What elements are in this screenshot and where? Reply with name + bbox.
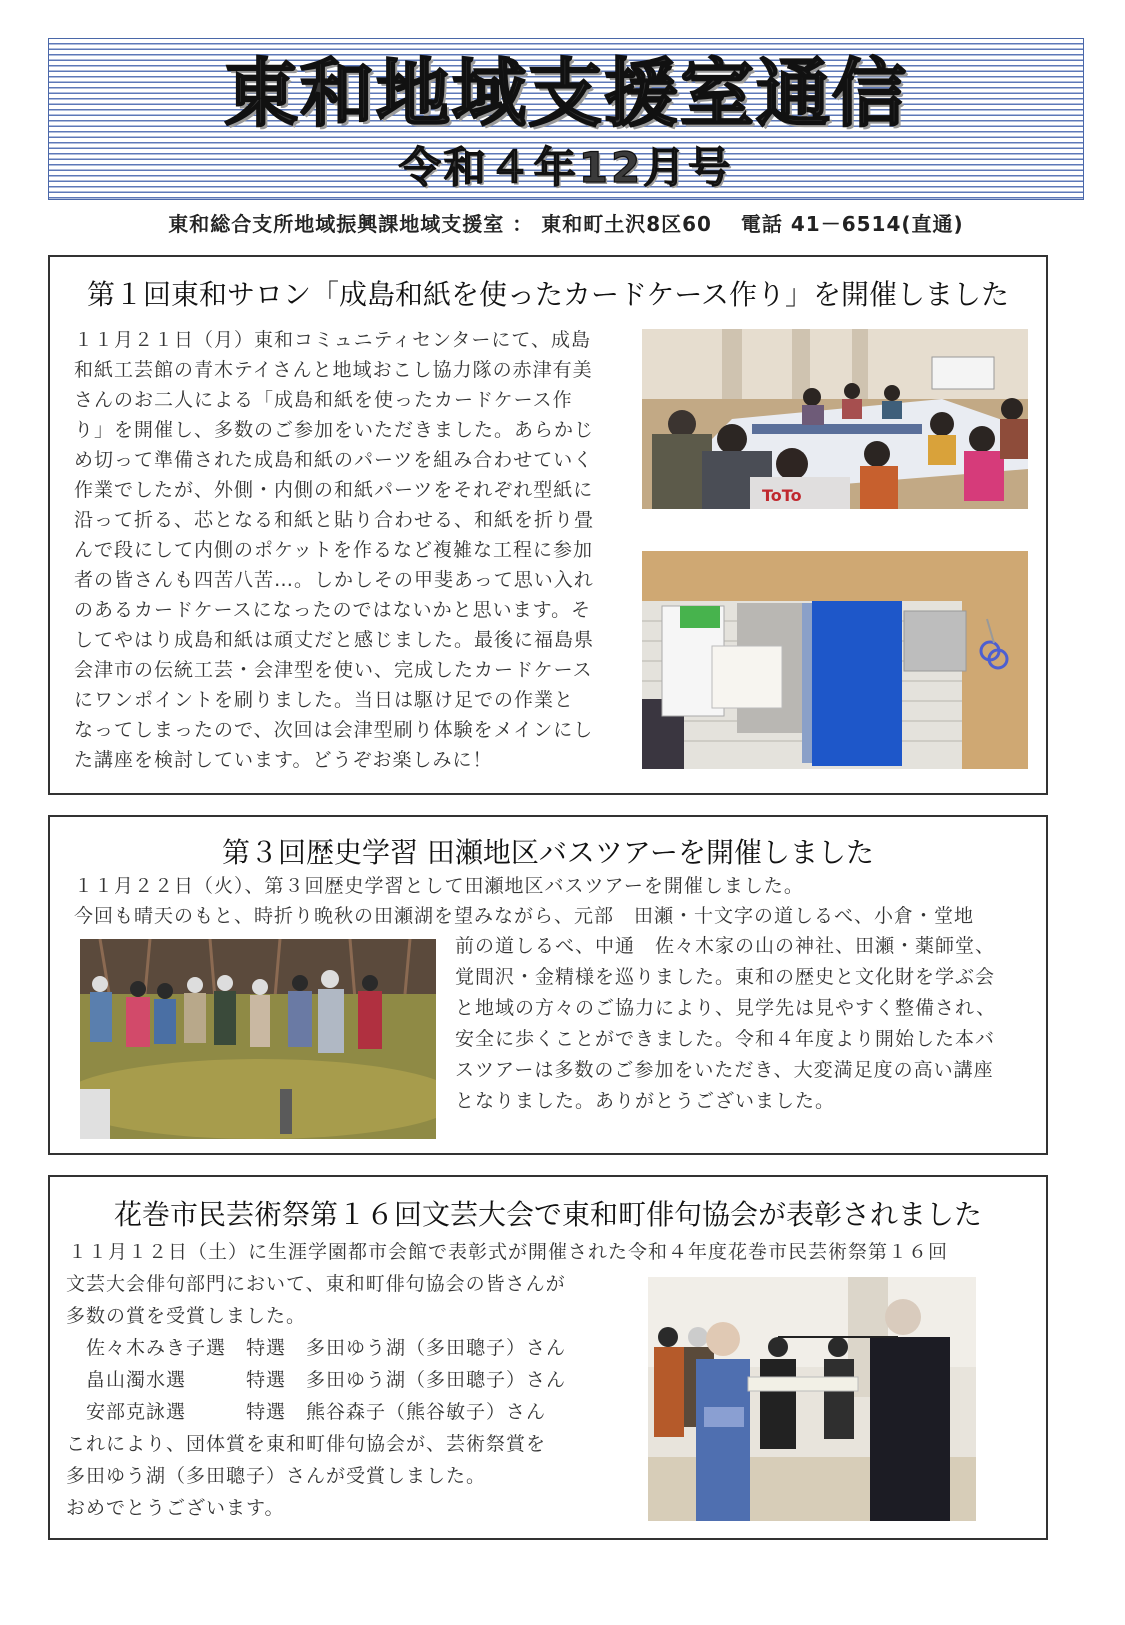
article-bus-tour (48, 815, 1048, 1155)
text-line: おめでとうございます。 (66, 1497, 285, 1519)
text-line: 覚間沢・金精様を巡りました。東和の歴史と文化財を学ぶ会 (455, 966, 996, 988)
article-salon (48, 255, 1048, 795)
text-line: 多数の賞を受賞しました。 (66, 1305, 307, 1327)
text-line: 者の皆さんも四苦八苦…。しかしその甲斐あって思い入れ (74, 569, 594, 591)
text-line: のあるカードケースになったのではないかと思います。そ (74, 599, 592, 621)
text-line: と地域の方々のご協力により、見学先は見やすく整備され、 (455, 997, 997, 1019)
text-line: た講座を検討しています。どうぞお楽しみに！ (74, 749, 493, 771)
text-line: 今回も晴天のもと、時折り晩秋の田瀬湖を望みながら、元部 田瀬・十文字の道しるべ、小倉・堂地 (74, 905, 975, 927)
article-salon-body (74, 325, 634, 775)
article-salon-title: 第１回東和サロン「成島和紙を使ったカードケース作り」を開催しました (86, 278, 1010, 311)
shirt-text: ToTo (762, 486, 802, 505)
text-line: にワンポイントを刷りました。当日は駆け足での作業と (74, 689, 575, 711)
article-haiku-award-intro (68, 1237, 1028, 1267)
award-entry: 畠山濁水選 特選 多田ゆう湖（多田聰子）さん (66, 1369, 567, 1391)
text-line: 会津市の伝統工芸・会津型を使い、完成したカードケース (74, 659, 593, 681)
award-entry: 安部克詠選 特選 熊谷森子（熊谷敏子）さん (66, 1401, 547, 1423)
paper-parts-photo (642, 551, 1028, 769)
text-line: 沿って折る、芯となる和紙と貼り合わせる、和紙を折り畳 (74, 509, 595, 531)
masthead (48, 38, 1084, 200)
text-line: 作業でしたが、外側・内側の和紙パーツをそれぞれ型紙に (74, 479, 594, 501)
article-bus-tour-title: 第３回歴史学習 田瀬地区バスツアーを開催しました (221, 836, 875, 869)
text-line: スツアーは多数のご参加をいただき、大変満足度の高い講座 (455, 1059, 994, 1081)
bus-tour-photo (80, 939, 436, 1139)
text-line: してやはり成島和紙は頑丈だと感じました。最後に福島県 (74, 629, 595, 651)
text-line: 前の道しるべ、中通 佐々木家の山の神社、田瀬・薬師堂、 (455, 935, 996, 957)
article-haiku-award (48, 1175, 1048, 1540)
workshop-photo (642, 329, 1028, 509)
article-bus-tour-intro (74, 871, 1034, 931)
text-line: り」を開催し、多数のご参加をいただきました。あらかじ (74, 419, 595, 441)
newsletter-title: 東和地域支援室通信 (224, 51, 908, 137)
text-line: 和紙工芸館の青木テイさんと地域おこし協力隊の赤津有美 (74, 359, 593, 381)
award-entry: 佐々木みき子選 特選 多田ゆう湖（多田聰子）さん (66, 1337, 567, 1359)
text-line: 多田ゆう湖（多田聰子）さんが受賞しました。 (66, 1465, 487, 1487)
text-line: １１月１２日（土）に生涯学園都市会館で表彰式が開催された令和４年度花巻市民芸術祭第１６回 (68, 1241, 949, 1263)
text-line: んで段にして内側のポケットを作るなど複雑な工程に参加 (74, 539, 594, 561)
text-line: め切って準備された成島和紙のパーツを組み合わせていく (74, 449, 594, 471)
text-line: 安全に歩くことができました。令和４年度より開始した本バ (455, 1028, 996, 1050)
text-line: １１月２２日（火）、第３回歴史学習として田瀬地区バスツアーを開催しました。 (74, 875, 804, 897)
article-bus-tour-body (455, 931, 1035, 1117)
article-haiku-award-body (66, 1269, 626, 1525)
award-ceremony-photo (648, 1277, 976, 1521)
text-line: さんのお二人による「成島和紙を使ったカードケース作 (74, 389, 573, 411)
issue-date: 令和４年12月号 (398, 143, 734, 192)
text-line: 文芸大会俳句部門において、東和町俳句協会の皆さんが (66, 1273, 566, 1295)
text-line: １１月２１日（月）東和コミュニティセンターにて、成島 (74, 329, 591, 351)
text-line: これにより、団体賞を東和町俳句協会が、芸術祭賞を (66, 1433, 547, 1455)
text-line: となりました。ありがとうございました。 (455, 1090, 836, 1112)
article-haiku-award-title: 花巻市民芸術祭第１６回文芸大会で東和町俳句協会が表彰されました (113, 1198, 982, 1231)
contact-line: 東和総合支所地域振興課地域支援室 ： 東和町土沢8区60 電話 41－6514(直通) (168, 212, 964, 236)
text-line: なってしまったので、次回は会津型刷り体験をメインにし (74, 719, 594, 741)
